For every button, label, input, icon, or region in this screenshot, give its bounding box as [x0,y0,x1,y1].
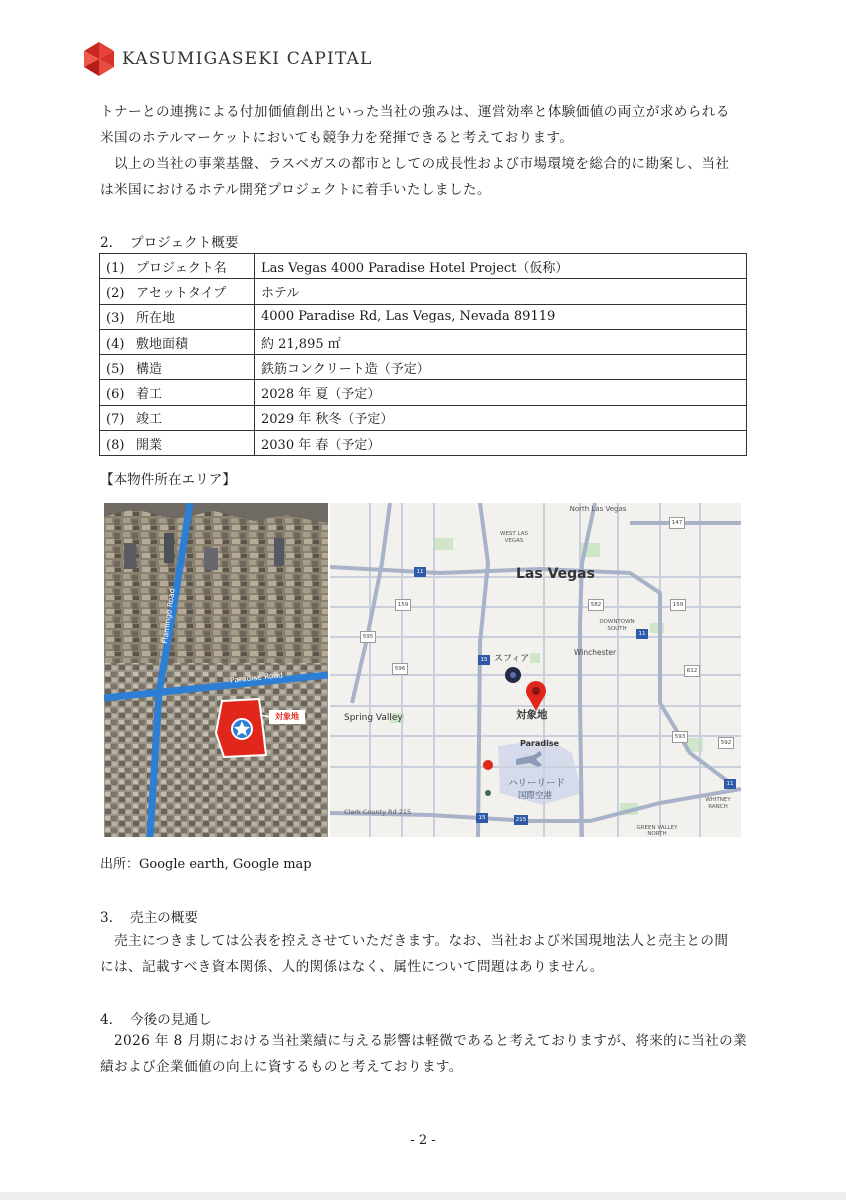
section-title: 今後の見通し [130,1012,212,1028]
route-shield: 612 [684,665,700,677]
row-value: ホテル [255,279,747,304]
route-shield: 582 [588,599,604,611]
map-label-airport1: ハリーリード [508,778,566,789]
row-label: 敷地面積 [136,336,189,352]
page-number: - 2 - [410,1133,436,1148]
route-shield: 159 [670,599,686,611]
route-shield: 595 [360,631,376,643]
map-source: 出所：Google earth, Google map [100,857,312,872]
section-2-heading [100,231,238,251]
map-label-whitney: WHITNEY RANCH [705,797,731,810]
row-value: 4000 Paradise Rd, Las Vegas, Nevada 89119 [255,304,747,329]
row-label: 開業 [136,437,163,453]
header [84,42,373,76]
table-row [100,329,747,354]
aerial-photo-image [104,503,328,837]
row-value: 2028 年 夏（予定） [255,380,747,405]
row-value: 約 21,895 ㎡ [255,329,747,354]
section-title: 売主の概要 [130,910,198,926]
section-4-line: 2026 年 8 月期における当社業績に与える影響は軽微であると考えておりますが、将来的に当社の業 [114,1033,748,1049]
row-label: 所在地 [136,311,176,327]
map-label-clark: Clark County Rd 215 [344,808,412,816]
map-label-west: WEST LAS VEGAS [500,531,528,544]
row-number: (3) [106,311,125,327]
bottom-divider [0,1192,846,1200]
section-4-heading [100,1008,212,1028]
project-overview-table [99,253,747,456]
map-label-green: GREEN VALLEY NORTH [636,825,678,837]
section-number: 4. [100,1012,113,1028]
map-label-city: Las Vegas [516,566,595,582]
map-label-airport2: 国際空港 [518,791,553,801]
row-number: (5) [106,361,125,377]
section-3-line: には、記載すべき資本関係、人的関係はなく、属性について問題はありません。 [100,959,604,975]
table-row [100,254,747,279]
route-shield: 15 [476,813,488,823]
table-row [100,279,747,304]
route-shield: 11 [636,629,648,639]
map-label-north: North Las Vegas [569,505,627,513]
section-title: プロジェクト概要 [130,235,239,251]
table-row [100,355,747,380]
route-shield: 11 [414,567,426,577]
paradise-road-label: Paradise Road [229,670,284,685]
route-shield: 593 [672,731,688,743]
section-number: 2. [100,235,113,251]
map-label-site: 対象地 [516,709,548,721]
map-label-sphere: スフィア [494,654,530,664]
table-row [100,304,747,329]
map-label-downtown: DOWNTOWN SOUTH [599,619,635,632]
map-label-winchester: Winchester [574,648,617,657]
section-3-heading [100,906,198,926]
section-4-line: 績および企業価値の向上に資するものと考えております。 [100,1059,463,1075]
area-map [330,503,741,837]
row-number: (8) [106,437,125,453]
row-number: (6) [106,387,125,403]
map-label-paradise: Paradise [520,739,560,748]
site-label: 対象地 [275,712,299,721]
row-label: アセットタイプ [136,285,227,301]
row-value: 鉄筋コンクリート造（予定） [255,355,747,380]
row-number: (4) [106,336,125,352]
table-row [100,405,747,430]
route-shield: 215 [515,817,527,823]
section-4-paragraph [100,1028,750,1080]
route-shield: 596 [392,663,408,675]
intro-paragraph [100,99,750,203]
section-number: 3. [100,910,113,926]
route-shield: 592 [718,737,734,749]
row-value: 2030 年 春（予定） [255,431,747,456]
intro-line: 米国のホテルマーケットにおいても競争力を発揮できると考えております。 [100,130,574,146]
intro-line: は米国におけるホテル開発プロジェクトに着手いたしました。 [100,182,491,198]
route-shield: 11 [724,779,736,789]
company-name: KASUMIGASEKI CAPITAL [122,49,373,69]
table-row [100,380,747,405]
intro-line: 以上の当社の事業基盤、ラスベガスの都市としての成長性および市場環境を総合的に勘案し、当社 [114,156,730,172]
row-value: 2029 年 秋冬（予定） [255,405,747,430]
route-shield: 15 [478,655,490,665]
area-caption: 【本物件所在エリア】 [100,472,236,488]
route-shield: 147 [669,517,685,529]
map-label-spring: Spring Valley [344,713,403,723]
row-number: (1) [106,260,125,276]
row-value: Las Vegas 4000 Paradise Hotel Project（仮称） [255,254,747,279]
intro-line: トナーとの連携による付加価値創出といった当社の強みは、運営効率と体験価値の両立が求められる [100,104,730,120]
section-3-line: 売主につきましては公表を控えさせていただきます。なお、当社および米国現地法人と売主との間 [114,933,729,949]
route-shield: 159 [395,599,411,611]
aerial-photo [104,503,328,837]
section-3-paragraph [100,928,750,980]
row-label: 構造 [136,361,163,377]
row-number: (2) [106,285,125,301]
flamingo-road-label: Flamingo Road [160,587,177,645]
row-number: (7) [106,412,125,428]
company-logo-icon [84,42,114,76]
table-row [100,431,747,456]
row-label: プロジェクト名 [136,260,227,276]
row-label: 竣工 [136,412,163,428]
row-label: 着工 [136,387,163,403]
